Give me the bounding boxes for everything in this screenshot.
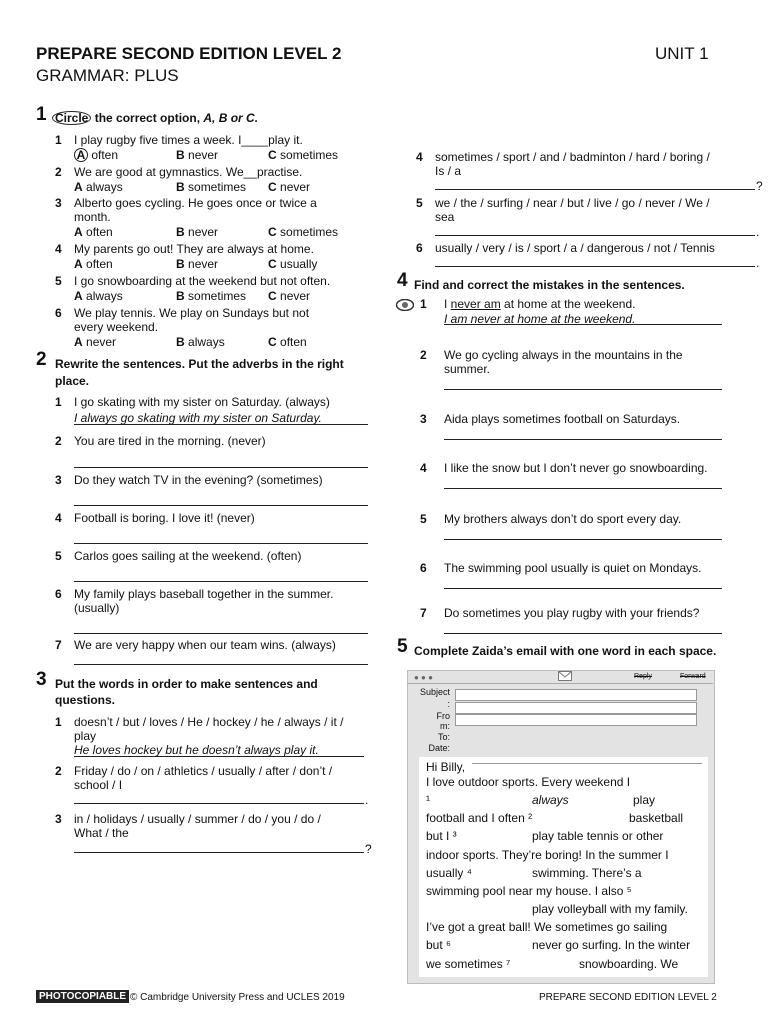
item-number: 4 <box>55 242 62 256</box>
answer-line[interactable] <box>435 266 755 267</box>
question-text: doesn’t / but / loves / He / hockey / he / always / it / <box>74 715 344 729</box>
option-a <box>74 225 113 239</box>
option-letter: A <box>74 335 83 349</box>
option-text: never <box>280 289 311 303</box>
option-b <box>176 289 246 303</box>
question-text: I go snowboarding at the weekend but not often. <box>74 274 331 288</box>
question-text: month. <box>74 210 111 224</box>
end-punctuation: . <box>756 256 760 270</box>
option-letter: B <box>176 257 185 271</box>
item-number: 5 <box>420 512 427 526</box>
answer-line[interactable] <box>444 324 722 325</box>
item-number: 4 <box>55 511 62 525</box>
email-line: but I ³ <box>426 829 457 843</box>
answer-line[interactable] <box>435 235 755 236</box>
option-letter: A <box>74 180 83 194</box>
option-text: never <box>188 148 219 162</box>
option-c <box>268 148 338 162</box>
question-text: You are tired in the morning. (never) <box>74 434 266 448</box>
option-c <box>268 225 338 239</box>
option-b <box>176 180 246 194</box>
question-text: Aida plays sometimes football on Saturdays. <box>444 412 681 426</box>
question-text: I like the snow but I don’t never go snowboarding. <box>444 461 708 475</box>
question-text: Do they watch TV in the evening? (sometimes) <box>74 473 323 487</box>
from-label: Fro <box>436 711 450 721</box>
exercise-3-number: 3 <box>36 669 47 690</box>
option-a <box>74 289 123 303</box>
answer-line[interactable] <box>74 664 368 665</box>
option-text: often <box>280 335 307 349</box>
question-text: Carlos goes sailing at the weekend. (often) <box>74 549 302 563</box>
question-text: We are good at gymnastics. We__practise. <box>74 165 303 179</box>
option-text: often <box>86 225 113 239</box>
option-text: never <box>86 335 117 349</box>
option-a <box>74 257 113 271</box>
exercise-5-number: 5 <box>397 636 408 657</box>
option-c <box>268 180 310 194</box>
item-number: 1 <box>55 395 62 409</box>
item-number: 6 <box>55 587 62 601</box>
item-number: 5 <box>55 274 62 288</box>
question-text <box>444 297 635 311</box>
option-b <box>176 257 218 271</box>
to-label: To: <box>437 732 450 742</box>
to-field[interactable] <box>455 714 697 726</box>
email-line: but ⁶ <box>426 938 451 952</box>
email-line: I’ve got a great ball! We sometimes go sailing <box>426 920 668 934</box>
exercise-3-instruction: Put the words in order to make sentences and <box>55 677 318 691</box>
option-letter: B <box>176 180 185 194</box>
reply-button[interactable]: Reply <box>634 673 652 680</box>
item-number: 6 <box>55 306 62 320</box>
exercise-1-number: 1 <box>36 104 47 125</box>
page-subtitle: GRAMMAR: PLUS <box>36 66 179 85</box>
question-text: Is / a <box>435 164 462 178</box>
item-number: 7 <box>55 638 62 652</box>
answer-line[interactable] <box>74 803 364 804</box>
gap-number-1: ¹ <box>426 793 430 807</box>
option-text: often <box>86 257 113 271</box>
underlined-mistake: never am <box>450 297 501 311</box>
option-text: sometimes <box>280 225 339 239</box>
item-number: 3 <box>55 812 62 826</box>
photocopiable-badge: PHOTOCOPIABLE <box>36 990 129 1003</box>
envelope-icon <box>558 671 572 681</box>
email-line: football and I often ² <box>426 811 533 825</box>
exercise-3-instruction-2: questions. <box>55 693 116 707</box>
email-line: play table tennis or other <box>532 829 664 843</box>
item-number: 3 <box>420 412 427 426</box>
item-number: 4 <box>420 461 427 475</box>
exercise-4-number: 4 <box>397 270 408 291</box>
option-a <box>74 180 123 194</box>
option-letter: C <box>268 257 277 271</box>
subject-label-colon: : <box>447 699 450 709</box>
option-text: always <box>188 335 225 349</box>
option-letter: B <box>176 335 185 349</box>
end-punctuation: . <box>365 793 369 807</box>
question-text: in / holidays / usually / summer / do / you / do / <box>74 812 321 826</box>
item-number: 3 <box>55 473 62 487</box>
question-text: We go cycling always in the mountains in the <box>444 348 683 362</box>
answer-line[interactable] <box>444 588 722 589</box>
email-line: play <box>633 793 656 807</box>
option-text: sometimes <box>188 180 247 194</box>
answer-line[interactable] <box>444 389 722 390</box>
answer-line[interactable] <box>74 424 368 425</box>
question-text: My family plays baseball together in the summer. <box>74 587 334 601</box>
option-text: always <box>86 180 123 194</box>
email-line: indoor sports. They’re boring! In the summer I <box>426 848 669 862</box>
exercise-5-instruction: Complete Zaida’s email with one word in each space. <box>414 644 717 658</box>
option-a <box>74 335 116 349</box>
email-line: swimming. There’s a <box>532 866 642 880</box>
answer-line[interactable] <box>74 581 368 582</box>
item-number: 5 <box>416 196 423 210</box>
answer-line[interactable] <box>444 488 722 489</box>
toolbar-divider <box>407 683 713 684</box>
answer-line[interactable] <box>74 852 364 853</box>
email-line: never go surfing. In the winter <box>532 938 691 952</box>
forward-button[interactable]: Forward <box>680 673 706 680</box>
question-text: school / I <box>74 778 123 792</box>
question-text: play <box>74 729 97 743</box>
question-text: I go skating with my sister on Saturday. (always) <box>74 395 330 409</box>
question-text: My brothers always don’t do sport every day. <box>444 512 682 526</box>
answer-line[interactable] <box>74 467 368 468</box>
page-title: PREPARE SECOND EDITION LEVEL 2 <box>36 44 342 63</box>
question-text: usually / very / is / sport / a / dangerous / not / Tennis <box>435 241 715 255</box>
question-text: I play rugby five times a week. I____play it. <box>74 133 303 147</box>
option-c <box>268 257 317 271</box>
option-letter: C <box>268 225 277 239</box>
option-b <box>176 148 218 162</box>
item-number: 2 <box>420 348 427 362</box>
exercise-1-instruction: Circle the correct option, A, B or C. <box>52 111 258 125</box>
email-line: we sometimes ⁷ <box>426 957 511 971</box>
from-field[interactable] <box>455 702 697 714</box>
option-text: always <box>86 289 123 303</box>
item-number: 6 <box>420 561 427 575</box>
subject-field[interactable] <box>455 689 697 701</box>
option-text: often <box>91 148 119 162</box>
answer-text: He loves hockey but he doesn’t always play it. <box>74 743 319 757</box>
option-letter: C <box>268 180 277 194</box>
exercise-2-instruction-2: place. <box>55 374 90 388</box>
option-letter: B <box>176 148 185 162</box>
end-punctuation: ? <box>365 842 372 856</box>
item-number: 2 <box>55 434 62 448</box>
option-text: usually <box>280 257 318 271</box>
option-text: never <box>280 180 311 194</box>
option-letter: C <box>268 148 277 162</box>
option-b <box>176 225 218 239</box>
exercise-2-number: 2 <box>36 349 47 370</box>
question-text: My parents go out! They are always at home. <box>74 242 314 256</box>
item-number: 2 <box>55 165 62 179</box>
option-c <box>268 335 307 349</box>
option-text: never <box>188 225 219 239</box>
question-text: we / the / surfing / near / but / live / go / never / We / <box>435 196 710 210</box>
question-text-end: at home at the weekend. <box>500 297 636 311</box>
gap-1-answer: always <box>532 793 569 807</box>
question-text: every weekend. <box>74 320 159 334</box>
email-line: Hi Billy, <box>426 760 466 774</box>
option-letter: A <box>74 289 83 303</box>
example-eye-icon <box>396 299 414 311</box>
unit-label: UNIT 1 <box>655 44 709 63</box>
option-text: sometimes <box>188 289 247 303</box>
item-number: 3 <box>55 196 62 210</box>
item-number: 1 <box>420 297 427 311</box>
option-c <box>268 289 310 303</box>
end-punctuation: ? <box>756 179 763 193</box>
question-text: Alberto goes cycling. He goes once or twice a <box>74 196 317 210</box>
item-number: 6 <box>416 241 423 255</box>
question-text: (usually) <box>74 601 120 615</box>
question-text: We play tennis. We play on Sundays but not <box>74 306 310 320</box>
question-text: Football is boring. I love it! (never) <box>74 511 255 525</box>
item-number: 2 <box>55 764 62 778</box>
answer-line[interactable] <box>444 633 722 634</box>
end-punctuation: . <box>756 225 760 239</box>
email-line: snowboarding. We <box>579 957 679 971</box>
answer-line[interactable] <box>74 505 368 506</box>
question-text: We are very happy when our team wins. (always) <box>74 638 336 652</box>
option-text: sometimes <box>280 148 339 162</box>
item-number: 7 <box>420 606 427 620</box>
email-body-divider <box>472 763 702 764</box>
question-text: sometimes / sport / and / badminton / hard / boring / <box>435 150 710 164</box>
item-number: 5 <box>55 549 62 563</box>
option-letter: C <box>268 335 277 349</box>
window-dots: ● ● ● <box>414 673 433 682</box>
answer-text: I always go skating with my sister on Saturday. <box>74 411 322 425</box>
question-text: The swimming pool usually is quiet on Mondays. <box>444 561 702 575</box>
from-label-2: m: <box>440 721 450 731</box>
option-letter: A <box>74 257 83 271</box>
question-text: What / the <box>74 826 129 840</box>
item-number: 1 <box>55 133 62 147</box>
footer-title: PREPARE SECOND EDITION LEVEL 2 <box>539 992 717 1003</box>
option-letter: B <box>176 225 185 239</box>
selected-option-letter: A <box>74 148 88 162</box>
item-number: 4 <box>416 150 423 164</box>
exercise-4-instruction: Find and correct the mistakes in the sentences. <box>414 278 685 292</box>
option-b <box>176 335 225 349</box>
question-text: sea <box>435 210 455 224</box>
question-text: Friday / do / on / athletics / usually / after / don’t / <box>74 764 333 778</box>
question-text: Do sometimes you play rugby with your friends? <box>444 606 700 620</box>
answer-line[interactable] <box>435 189 755 190</box>
exercise-2-instruction: Rewrite the sentences. Put the adverbs in the right <box>55 357 344 371</box>
answer-line[interactable] <box>444 539 722 540</box>
answer-line[interactable] <box>74 633 368 634</box>
option-letter: C <box>268 289 277 303</box>
item-number: 1 <box>55 715 62 729</box>
email-line: basketball <box>629 811 684 825</box>
answer-text: I am never at home at the weekend. <box>444 312 636 326</box>
email-line: swimming pool near my house. I also ⁵ <box>426 884 632 898</box>
date-label: Date: <box>428 743 450 753</box>
email-line: I love outdoor sports. Every weekend I <box>426 775 631 789</box>
option-letter: B <box>176 289 185 303</box>
subject-label: Subject <box>419 687 450 697</box>
answer-line[interactable] <box>74 543 368 544</box>
answer-line[interactable] <box>74 756 364 757</box>
circle-word: Circle <box>52 111 91 125</box>
email-line: play volleyball with my family. <box>532 902 688 916</box>
answer-line[interactable] <box>444 439 722 440</box>
question-text: summer. <box>444 362 491 376</box>
email-line: usually ⁴ <box>426 866 472 880</box>
option-letter: A <box>74 225 83 239</box>
copyright: © Cambridge University Press and UCLES 2019 <box>130 992 345 1003</box>
question-text-start: I <box>444 297 451 311</box>
option-a <box>74 148 118 162</box>
option-text: never <box>188 257 219 271</box>
